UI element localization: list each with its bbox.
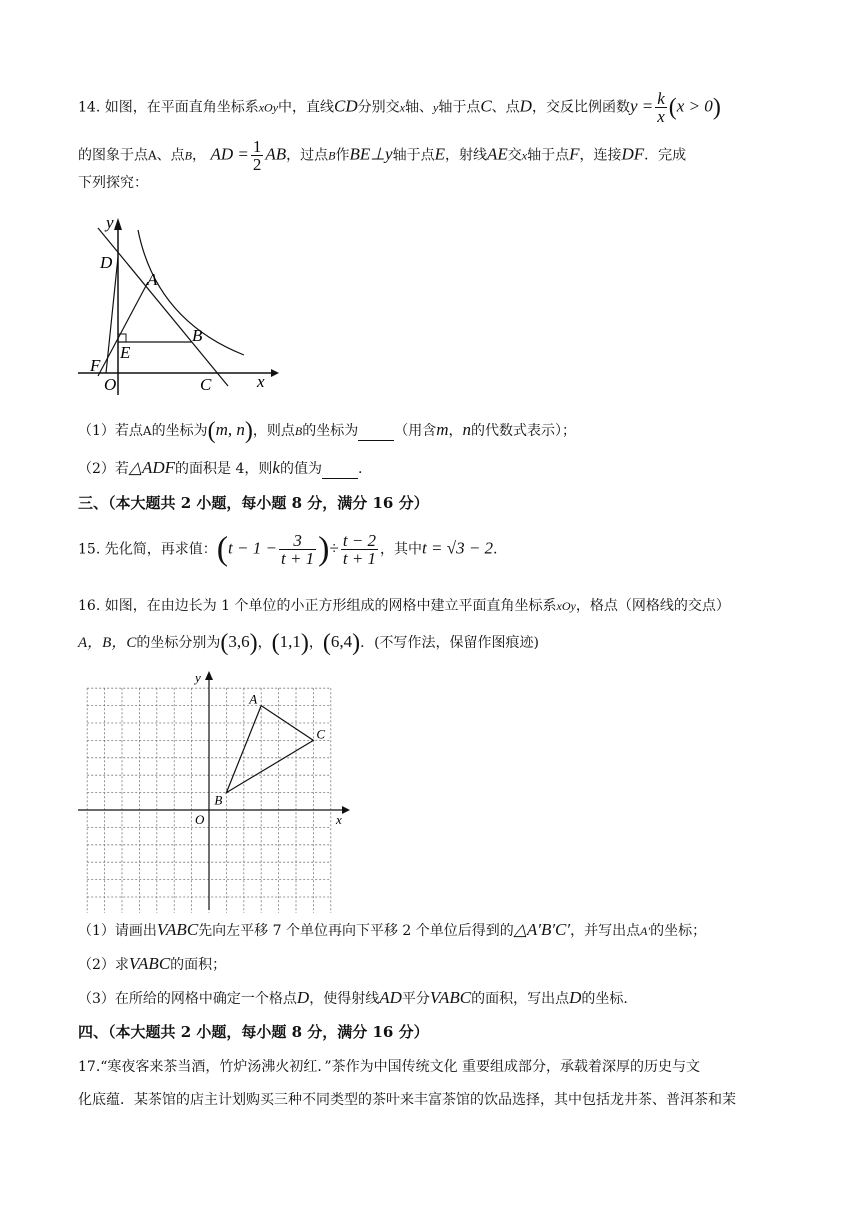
coord-a: 3,6 bbox=[228, 632, 250, 651]
q14-text: 作 bbox=[335, 147, 350, 164]
q14-text: 中，直线 bbox=[278, 99, 335, 116]
q15-text: ，其中 bbox=[380, 541, 423, 558]
label-a: A bbox=[147, 270, 158, 289]
q16-sub1-text: （1）请画出 bbox=[78, 923, 157, 939]
q16-sub3-text: （3）在所给的网格中确定一个格点 bbox=[78, 991, 297, 1007]
math-triangle-abc: VABC bbox=[156, 920, 199, 939]
section-3-heading: 三、（本大题共 2 小题，每小题 8 分，满分 16 分） bbox=[78, 494, 429, 512]
q14-sub1-text: ，则点 bbox=[252, 423, 295, 439]
math-a: A bbox=[142, 424, 152, 438]
math-c: C bbox=[480, 96, 492, 116]
q14-sub1-text: （用含 bbox=[394, 423, 437, 439]
label-d: D bbox=[100, 253, 113, 272]
q16-sub2-text: （2）求 bbox=[78, 957, 129, 973]
label-x: x bbox=[257, 372, 265, 391]
paren-open: ( bbox=[271, 630, 280, 656]
math-b: B bbox=[294, 424, 303, 438]
math-domain-condition: x > 0 bbox=[676, 96, 713, 116]
math-x: x bbox=[521, 148, 528, 163]
q14-text: 如图，在平面直角坐标系 bbox=[104, 99, 259, 116]
label-y: y bbox=[106, 213, 114, 232]
math-xoy: xOy bbox=[556, 599, 576, 613]
q14-line-3 bbox=[78, 173, 148, 193]
fraction-numerator: k bbox=[657, 89, 665, 108]
math-e: E bbox=[434, 144, 445, 164]
q14-sub2-text: . bbox=[357, 461, 363, 477]
fraction-numerator: 1 bbox=[252, 137, 262, 156]
fraction-numerator: t − 2 bbox=[342, 531, 377, 550]
q16-text: ， bbox=[257, 635, 272, 651]
math-a-prime: A′ bbox=[640, 924, 651, 938]
triangle-abc bbox=[226, 706, 313, 793]
q14-sub1-text: 的坐标为 bbox=[302, 423, 359, 439]
q16-sub1-text: ，并写出点 bbox=[570, 923, 641, 939]
math-b: B bbox=[184, 148, 193, 163]
q17-line-2: 化底蕴．某茶馆的店主计划购买三种不同类型的茶叶来丰富茶馆的饮品选择，其中包括龙井茶、普洱茶和茉 bbox=[78, 1092, 736, 1108]
math-m: m bbox=[436, 420, 449, 439]
coord-c: 6,4 bbox=[330, 632, 353, 651]
triangle-abc-outline bbox=[226, 706, 313, 793]
section-4-heading: 四、（本大题共 2 小题，每小题 8 分，满分 16 分） bbox=[78, 1023, 429, 1041]
math-d: D bbox=[519, 96, 532, 116]
fraction-denominator: t + 1 bbox=[280, 549, 315, 568]
q16-text: ，格点（网格线的交点） bbox=[575, 598, 730, 614]
label-y: y bbox=[195, 670, 201, 685]
math-xoy: xOy bbox=[258, 100, 279, 115]
math-f: F bbox=[569, 144, 580, 164]
math-d: D bbox=[296, 988, 310, 1007]
coord-b: 1,1 bbox=[279, 632, 301, 651]
q16-sub1-text: 先向左平移 7 个单位再向下平移 2 个单位后得到的 bbox=[198, 923, 514, 939]
math-divide: ÷ bbox=[329, 538, 339, 558]
math-y: y bbox=[433, 100, 439, 115]
math-triangle-a1b1c1: △A′B′C′ bbox=[513, 920, 571, 939]
answer-blank bbox=[358, 426, 394, 441]
q17-line-1: 17.“寒夜客来茶当酒，竹炉汤沸火初红．”茶作为中国传统文化 重要组成部分，承载着深厚的历史与文 bbox=[78, 1059, 701, 1075]
math-ad: AD = bbox=[210, 144, 249, 164]
x-axis-arrow-icon bbox=[342, 806, 350, 814]
label-o: O bbox=[104, 375, 117, 394]
paren-open: ( bbox=[220, 630, 229, 656]
paren-close: ) bbox=[352, 630, 361, 656]
q14-text: ， bbox=[192, 147, 207, 164]
q14-sub1-text: （1）若点 bbox=[78, 423, 143, 439]
math-x: x bbox=[399, 100, 405, 115]
paren-close: ) bbox=[249, 630, 258, 656]
math-be-perp-y: BE⊥y bbox=[349, 144, 393, 164]
math-triangle-abc: VABC bbox=[128, 954, 171, 973]
math-fraction-3-over-t1 bbox=[279, 532, 316, 567]
q16-text: 如图，在由边长为 1 个单位的小正方形组成的网格中建立平面直角坐标系 bbox=[104, 598, 557, 614]
q14-text: 交 bbox=[507, 147, 522, 164]
math-func-lhs: y = bbox=[629, 96, 654, 116]
q14-text: 轴于点 bbox=[392, 147, 435, 164]
math-ad: AD bbox=[379, 988, 402, 1007]
q14-sub1 bbox=[78, 418, 576, 444]
fraction-denominator: t + 1 bbox=[342, 549, 377, 568]
q14-sub2-text: 的面积是 4，则 bbox=[175, 461, 273, 477]
q14-line-1 bbox=[78, 90, 721, 125]
q16-text: ．(不写作法，保留作图痕迹) bbox=[360, 635, 540, 651]
q14-text: 下列探究： bbox=[78, 175, 148, 191]
q16-sub2 bbox=[78, 954, 226, 975]
paren-close: ) bbox=[712, 94, 721, 121]
label-b: B bbox=[192, 326, 203, 345]
q14-sub1-text: 的代数式表示）； bbox=[471, 423, 576, 439]
q16-sub3-text: 平分 bbox=[401, 991, 430, 1007]
label-c: C bbox=[200, 375, 212, 394]
q14-text: ，射线 bbox=[445, 147, 487, 164]
q14-text: ，过点 bbox=[286, 147, 329, 164]
q16-text: 的坐标分别为 bbox=[136, 635, 221, 651]
q16-grid-figure bbox=[74, 668, 354, 913]
paren-close: ) bbox=[318, 530, 330, 568]
math-fraction-t2-over-t1 bbox=[341, 532, 378, 567]
math-a: A bbox=[148, 148, 157, 163]
q16-line-2 bbox=[78, 630, 540, 656]
q15-line bbox=[78, 532, 498, 567]
math-ab: AB bbox=[265, 144, 287, 164]
paren-close: ) bbox=[244, 418, 253, 444]
math-expr: t − 1 − bbox=[228, 538, 277, 558]
y-axis-arrow-icon bbox=[205, 671, 213, 680]
q14-text: 轴于点 bbox=[527, 147, 570, 164]
q14-number: 14. bbox=[78, 99, 101, 116]
q14-text: ．完成 bbox=[644, 147, 687, 164]
label-c: C bbox=[316, 726, 326, 742]
math-d: D bbox=[569, 988, 582, 1007]
q14-line-2 bbox=[78, 138, 686, 173]
q14-text: 、点 bbox=[156, 147, 185, 164]
q16-sub1-text: 的坐标； bbox=[650, 923, 707, 939]
answer-blank bbox=[322, 464, 358, 479]
paren-close: ) bbox=[300, 630, 309, 656]
q16-text: ， bbox=[308, 635, 323, 651]
label-o: O bbox=[195, 812, 205, 827]
q16-sub3-text: ，使得射线 bbox=[309, 991, 380, 1007]
q16-sub3-text: 的面积，写出点 bbox=[471, 991, 570, 1007]
q14-text: 的图象于点 bbox=[78, 147, 148, 164]
q14-text: 轴、 bbox=[405, 99, 433, 116]
q14-text: ，连接 bbox=[579, 147, 622, 164]
x-axis-arrow-icon bbox=[271, 369, 279, 377]
math-ae: AE bbox=[487, 144, 508, 164]
segment-df bbox=[106, 257, 118, 373]
q16-sub1 bbox=[78, 920, 706, 941]
math-condition: t = √3 − 2 bbox=[422, 538, 494, 558]
q14-sub1-text: 的坐标为 bbox=[151, 423, 208, 439]
q16-sub3 bbox=[78, 988, 628, 1009]
math-coord-mn: m, n bbox=[215, 420, 245, 439]
q14-sub2-text: 的值为 bbox=[279, 461, 322, 477]
q15-text: 先化简，再求值： bbox=[104, 541, 217, 558]
fraction-denominator: x bbox=[657, 107, 665, 126]
q14-text: ，交反比例函数 bbox=[531, 99, 630, 116]
math-n: n bbox=[462, 420, 471, 439]
fraction-numerator: 3 bbox=[279, 532, 316, 550]
q14-figure bbox=[76, 210, 286, 400]
q14-sub1-text: ， bbox=[448, 423, 463, 439]
fraction-denominator: 2 bbox=[252, 155, 262, 174]
q16-sub2-text: 的面积； bbox=[170, 957, 227, 973]
q14-text: 、点 bbox=[491, 99, 520, 116]
math-cd: CD bbox=[334, 96, 358, 116]
paren-open: ( bbox=[322, 630, 331, 656]
math-k: k bbox=[272, 458, 280, 477]
label-a: A bbox=[249, 691, 258, 707]
q15-text: . bbox=[493, 541, 498, 558]
math-triangle-abc: VABC bbox=[429, 988, 472, 1007]
math-abc: A，B，C bbox=[78, 635, 137, 651]
q14-text: 分别交 bbox=[357, 99, 400, 116]
math-fraction-k-over-x bbox=[655, 90, 667, 125]
paren-open: ( bbox=[216, 530, 229, 568]
math-b: B bbox=[328, 148, 336, 163]
q16-line-1 bbox=[78, 596, 730, 616]
label-e: E bbox=[120, 343, 131, 362]
label-f: F bbox=[90, 356, 101, 375]
q14-text: 轴于点 bbox=[438, 99, 481, 116]
math-fraction-half bbox=[251, 138, 264, 173]
q16-sub3-text: 的坐标. bbox=[581, 991, 628, 1007]
math-df: DF bbox=[621, 144, 645, 164]
grid-axes bbox=[78, 671, 350, 910]
q16-number: 16. bbox=[78, 598, 101, 614]
q15-number: 15. bbox=[78, 541, 101, 558]
paren-open: ( bbox=[668, 94, 677, 121]
y-axis-arrow-icon bbox=[114, 218, 122, 230]
math-triangle-adf: △ADF bbox=[128, 458, 176, 477]
q14-sub2-text: （2）若 bbox=[78, 461, 129, 477]
q14-sub2 bbox=[78, 458, 362, 479]
hyperbola-curve bbox=[138, 230, 244, 355]
paren-open: ( bbox=[207, 418, 216, 444]
label-x: x bbox=[336, 812, 342, 827]
label-b: B bbox=[214, 792, 223, 808]
